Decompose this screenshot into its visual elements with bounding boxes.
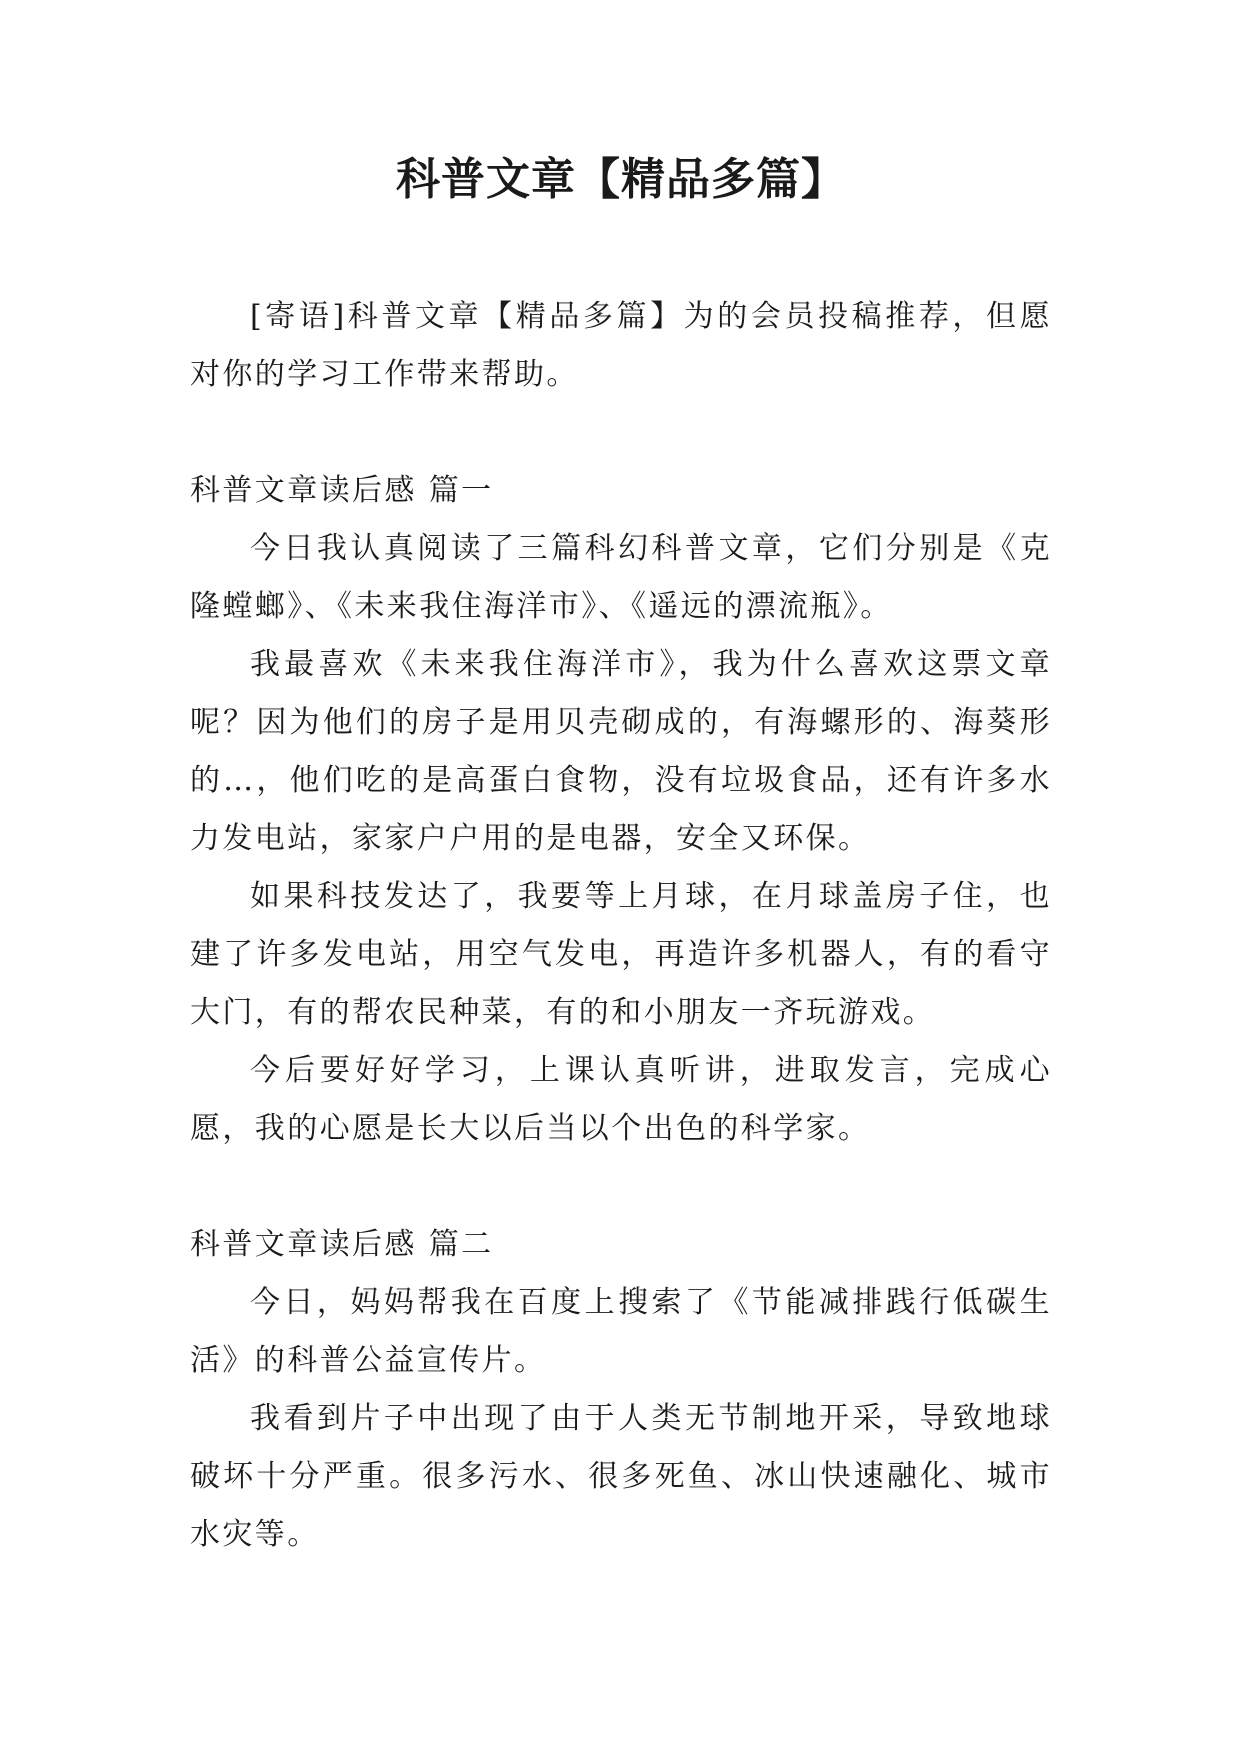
section-2	[190, 1216, 1052, 1564]
document-title: 科普文章【精品多篇】	[396, 154, 846, 205]
section-paragraph: 我最喜欢《未来我住海洋市》，我为什么喜欢这票文章呢？因为他们的房子是用贝壳砌成的，有海螺形的、海葵形的…，他们吃的是高蛋白食物，没有垃圾食品，还有许多水力发电站，家家户户用的是电器，安全又环保。	[190, 647, 1052, 856]
section-paragraph: 如果科技发达了，我要等上月球，在月球盖房子住，也建了许多发电站，用空气发电，再造许多机器人，有的看守大门，有的帮农民种菜，有的和小朋友一齐玩游戏。	[190, 879, 1052, 1030]
section-heading: 科普文章读后感 篇一	[190, 473, 494, 508]
section-spacer	[190, 1158, 1052, 1216]
section-paragraph: 今日，妈妈帮我在百度上搜索了《节能减排践行低碳生活》的科普公益宣传片。	[190, 1285, 1052, 1378]
intro-paragraph: [寄语]科普文章【精品多篇】为的会员投稿推荐，但愿对你的学习工作带来帮助。	[190, 299, 1052, 392]
section-heading: 科普文章读后感 篇二	[190, 1227, 494, 1262]
section-paragraph: 我看到片子中出现了由于人类无节制地开采，导致地球破坏十分严重。很多污水、很多死鱼、冰山快速融化、城市水灾等。	[190, 1401, 1052, 1552]
section-1	[190, 462, 1052, 1158]
section-paragraph: 今后要好好学习，上课认真听讲，进取发言，完成心愿，我的心愿是长大以后当以个出色的科学家。	[190, 1053, 1052, 1146]
document-body	[190, 288, 1052, 1564]
section-spacer	[190, 404, 1052, 462]
section-paragraph: 今日我认真阅读了三篇科幻科普文章，它们分别是《克隆螳螂》、《未来我住海洋市》、《遥远的漂流瓶》。	[190, 531, 1052, 624]
